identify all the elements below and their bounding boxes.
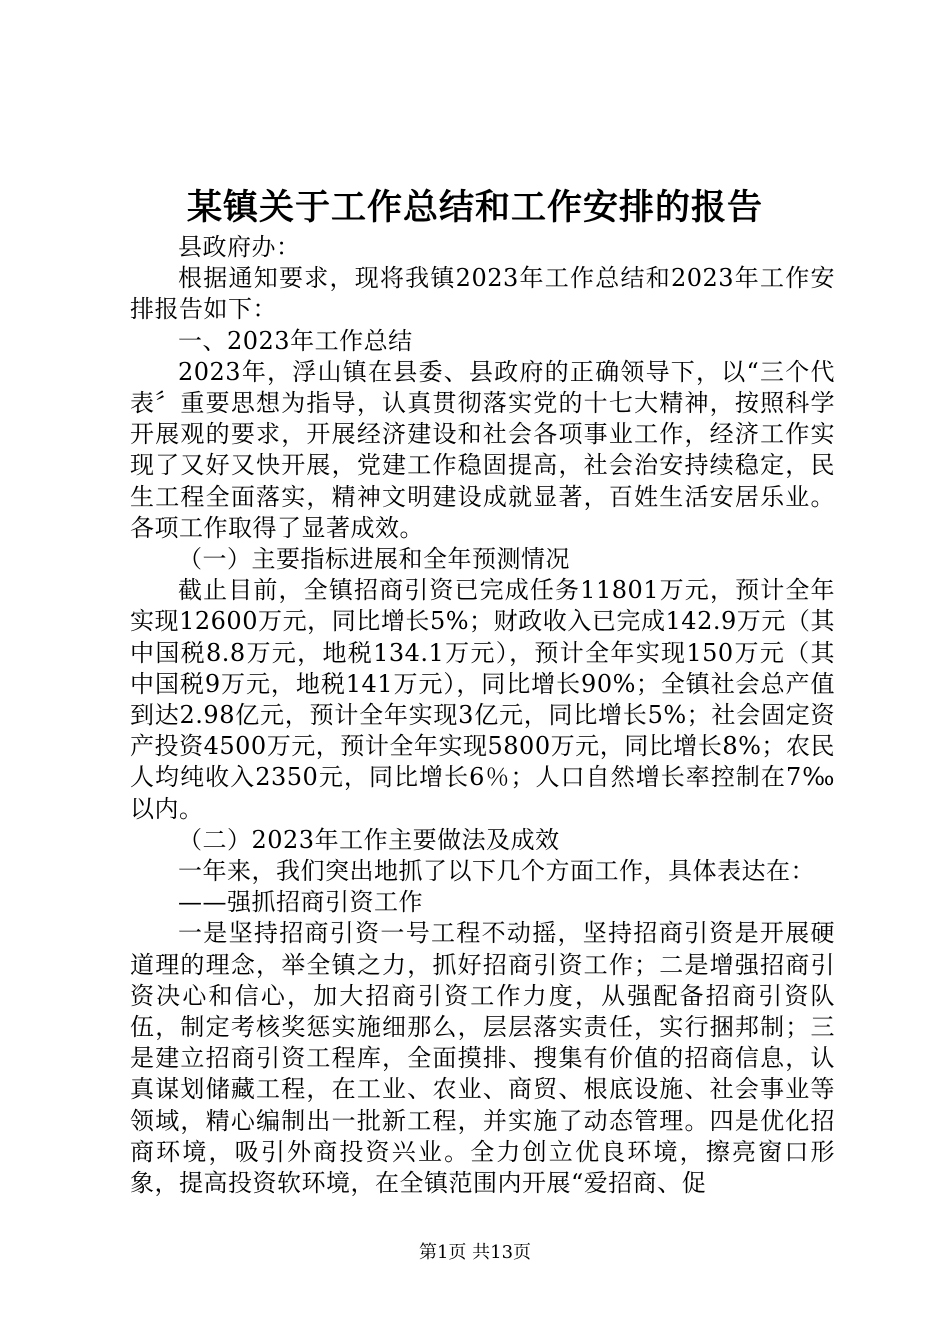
page-footer: 第1页 共13页 [418,1242,532,1263]
lead-paragraph: 一年来，我们突出地抓了以下几个方面工作，具体表达在： [178,857,815,886]
summary-paragraph: 2023年，浮山镇在县委、县政府的正确领导下，以“三个代表〞重要思想为指导，认真贯彻落实党的十七大精神，按照科学开展观的要求，开展经济建设和社会各项事业工作，经济工作实现了又好又快开展，党建工作稳固提高，社会治安持续稳定，民生工程全面落实，精神文明建设成就显著，百姓生活安居乐业。各项工作取得了显著成效。 [130,357,835,542]
subsection-heading: （二）2023年工作主要做法及成效 [178,825,560,854]
investment-paragraph: 一是坚持招商引资一号工程不动摇，坚持招商引资是开展硬道理的理念，举全镇之力，抓好招商引资工作；二是增强招商引资决心和信心，加大招商引资工作力度，从强配备招商引资队伍，制定考核奖惩实施细那么，层层落实责任，实行捆邦制；三是建立招商引资工程库，全面摸排、搜集有价值的招商信息，认真谋划储藏工程，在工业、农业、商贸、根底设施、社会事业等领域，精心编制出一批新工程，并实施了动态管理。四是优化招商环境，吸引外商投资兴业。全力创立优良环境，擦亮窗口形象，提高投资软环境，在全镇范围内开展“爱招商、促 [130,919,835,1198]
document-title: 某镇关于工作总结和工作安排的报告 [186,187,763,228]
document-body [130,232,835,1199]
indicators-paragraph: 截止目前，全镇招商引资已完成任务11801万元，预计全年实现12600万元，同比增长5%；财政收入已完成142.9万元（其中国税8.8万元，地税134.1万元），预计全年实现150万元（其中国税9万元，地税141万元），同比增长90%；全镇社会总产值到达2.98亿元，预计全年实现3亿元，同比增长5%；社会固定资产投资4500万元，预计全年实现5800万元，同比增长8%；农民人均纯收入2350元，同比增长6％；人口自然增长率控制在7‰以内。 [130,576,835,823]
topic-heading: ——强抓招商引资工作 [178,888,423,917]
section-heading: 一、2023年工作总结 [178,326,413,355]
salutation-paragraph: 县政府办： [178,233,301,261]
subsection-heading: （一）主要指标进展和全年预测情况 [178,545,570,574]
intro-paragraph: 根据通知要求，现将我镇2023年工作总结和2023年工作安排报告如下： [130,264,835,324]
